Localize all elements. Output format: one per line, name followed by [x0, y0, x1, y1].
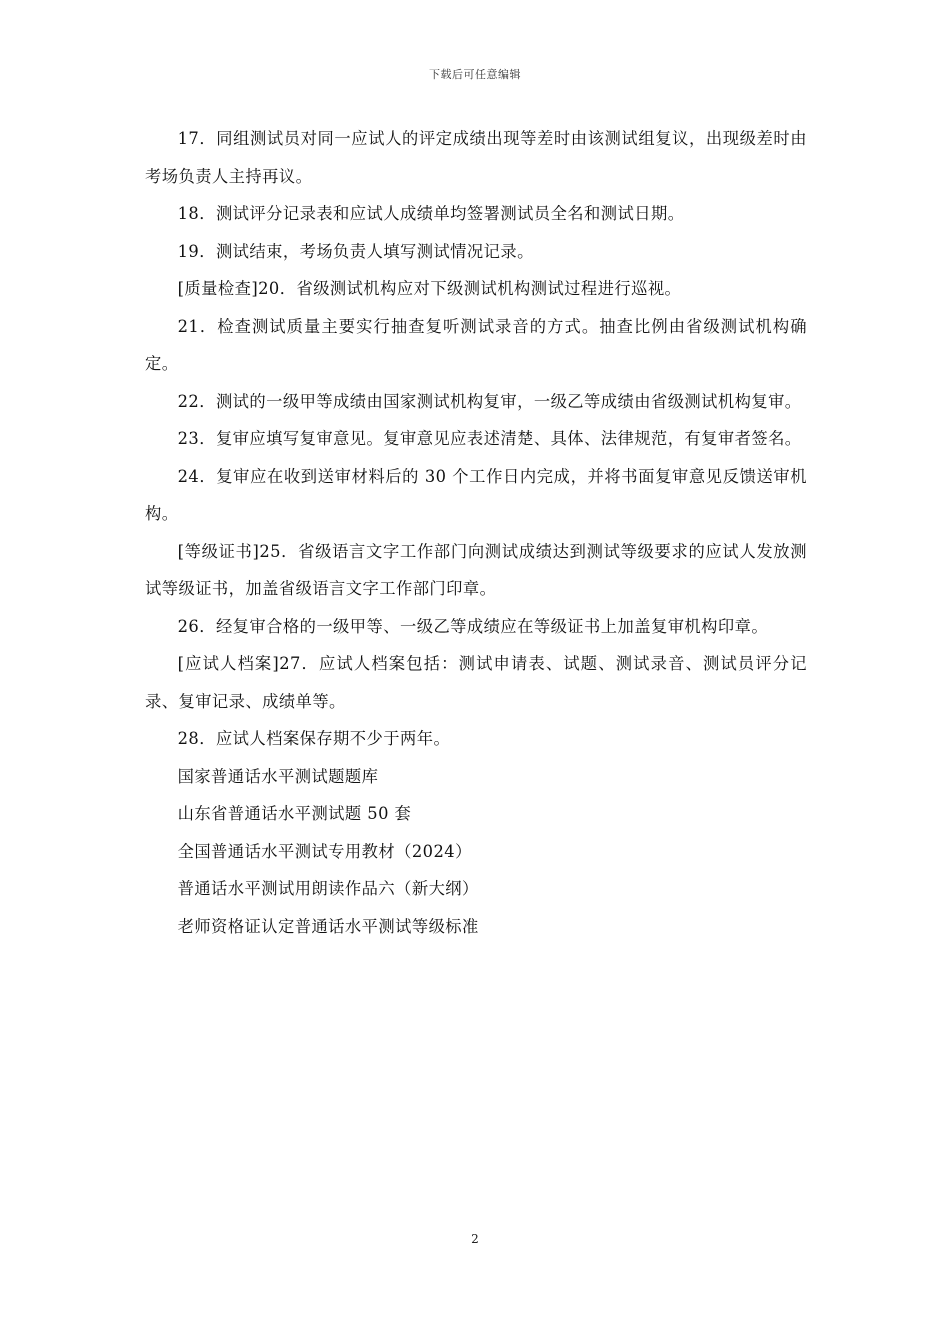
related-item: 老师资格证认定普通话水平测试等级标准	[177, 916, 479, 936]
paragraph-28: 28．应试人档案保存期不少于两年。	[177, 729, 451, 748]
paragraph-20: [质量检查]20．省级测试机构应对下级测试机构测试过程进行巡视。	[177, 279, 682, 298]
paragraph-19: 19．测试结束，考场负责人填写测试情况记录。	[177, 241, 534, 261]
page-number: 2	[471, 1232, 479, 1246]
paragraph-21: 21．检查测试质量主要实行抽查复听测试录音的方式。抽查比例由省级测试机构确定。	[145, 316, 807, 373]
document-body	[145, 120, 807, 945]
paragraph-27: [应试人档案]27．应试人档案包括：测试申请表、试题、测试录音、测试员评分记录、复审记录、成绩单等。	[145, 654, 807, 711]
paragraph-23: 23．复审应填写复审意见。复审意见应表述清楚、具体、法律规范，有复审者签名。	[177, 429, 802, 448]
paragraph-26: 26．经复审合格的一级甲等、一级乙等成绩应在等级证书上加盖复审机构印章。	[177, 616, 769, 636]
related-item: 全国普通话水平测试专用教材（2024）	[177, 841, 472, 861]
related-item: 普通话水平测试用朗读作品六（新大纲）	[177, 879, 479, 898]
related-item: 国家普通话水平测试题题库	[177, 766, 379, 786]
paragraph-25: [等级证书]25．省级语言文字工作部门向测试成绩达到测试等级要求的应试人发放测试等级证书，加盖省级语言文字工作部门印章。	[145, 541, 807, 598]
related-item: 山东省普通话水平测试题 50 套	[177, 804, 412, 823]
paragraph-18: 18．测试评分记录表和应试人成绩单均签署测试员全名和测试日期。	[177, 204, 685, 223]
paragraph-22: 22．测试的一级甲等成绩由国家测试机构复审，一级乙等成绩由省级测试机构复审。	[177, 391, 802, 411]
paragraph-17: 17．同组测试员对同一应试人的评定成绩出现等差时由该测试组复议，出现级差时由考场负责人主持再议。	[145, 129, 807, 186]
page-header: 下载后可任意编辑	[429, 68, 521, 81]
paragraph-24: 24．复审应在收到送审材料后的 30 个工作日内完成，并将书面复审意见反馈送审机构。	[145, 466, 807, 523]
